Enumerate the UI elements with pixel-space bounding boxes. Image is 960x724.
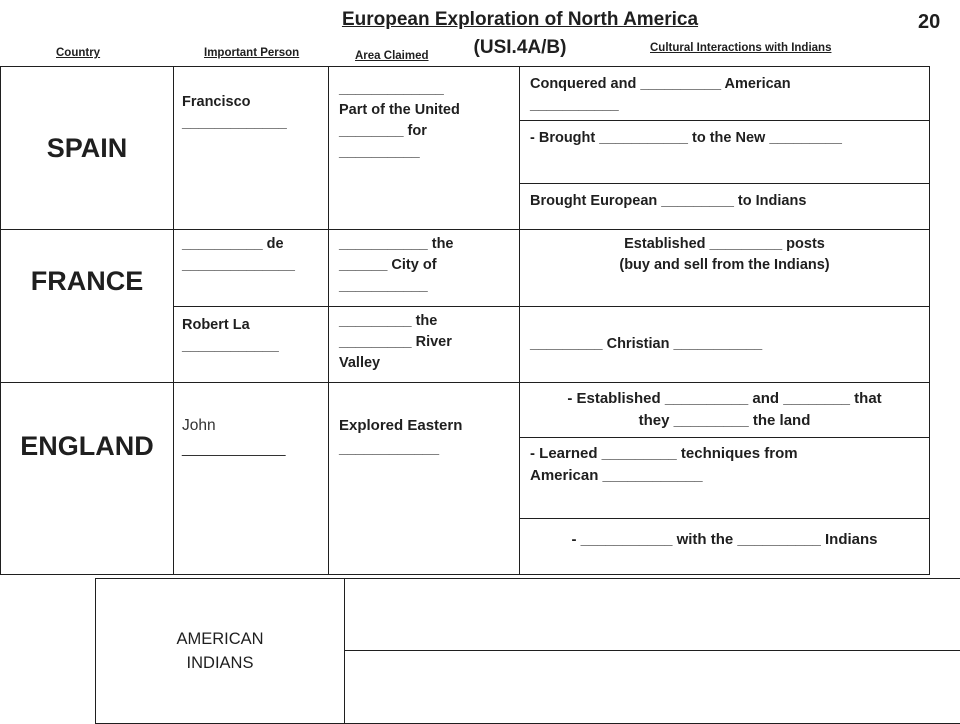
france-area-2-line2: _________ River <box>339 332 509 353</box>
american-indians-label-line2: INDIANS <box>96 651 344 675</box>
spain-cultural-1-line2: ___________ <box>530 95 919 116</box>
france-person-1-line1: __________ de <box>182 234 320 255</box>
england-area-cell <box>329 383 520 575</box>
england-person-line2: ____________ <box>182 437 320 460</box>
england-area-line2: ____________ <box>339 437 509 460</box>
worksheet-title: European Exploration of North America <box>0 9 960 31</box>
england-cultural-1-line2: they _________ the land <box>526 410 923 432</box>
header-important-person: Important Person <box>204 47 299 59</box>
spain-area-cell <box>329 67 520 230</box>
header-country: Country <box>56 47 100 59</box>
france-area-1-line1: ___________ the <box>339 234 509 255</box>
france-cultural-1-line1: Established _________ posts <box>530 234 919 255</box>
spain-cultural-3-text: Brought European _________ to Indians <box>530 191 919 212</box>
france-area-1-line3: ___________ <box>339 276 509 297</box>
france-area-1-line2: ______ City of <box>339 255 509 276</box>
spain-person-cell <box>174 67 329 230</box>
england-cultural-1-line1: - Established __________ and ________ that <box>526 388 923 410</box>
spain-area-line3: ________ for <box>339 121 509 142</box>
spain-cultural-1 <box>520 67 930 121</box>
spain-cultural-2-text: - Brought ___________ to the New _________ <box>530 128 919 149</box>
country-france: FRANCE <box>1 230 174 383</box>
spain-cultural-3 <box>520 184 930 230</box>
worksheet-subtitle: (USI.4A/B) <box>0 37 960 59</box>
american-indians-label-line1: AMERICAN <box>96 627 344 651</box>
american-indians-answer-2[interactable] <box>345 651 960 724</box>
american-indians-label <box>96 579 345 724</box>
france-cultural-2 <box>520 307 930 383</box>
england-cultural-3 <box>520 519 930 575</box>
american-indians-table <box>95 578 960 724</box>
france-person-2-cell <box>174 307 329 383</box>
france-area-1-cell <box>329 230 520 307</box>
england-person-line1: John <box>182 414 320 437</box>
england-cultural-2-line2: American ____________ <box>530 465 919 487</box>
france-person-2-line2: ____________ <box>182 336 320 357</box>
france-cultural-2-text: _________ Christian ___________ <box>530 334 919 355</box>
spain-area-line1: _____________ <box>339 79 509 100</box>
france-cultural-1 <box>520 230 930 307</box>
header-cultural-interactions: Cultural Interactions with Indians <box>650 42 831 54</box>
france-area-2-cell <box>329 307 520 383</box>
france-person-1-cell <box>174 230 329 307</box>
header-area-claimed: Area Claimed <box>355 50 429 62</box>
france-person-1-line2: ______________ <box>182 255 320 276</box>
england-person-cell <box>174 383 329 575</box>
france-person-2-line1: Robert La <box>182 315 320 336</box>
france-cultural-1-line2: (buy and sell from the Indians) <box>530 255 919 276</box>
england-cultural-2-line1: - Learned _________ techniques from <box>530 443 919 465</box>
spain-person-line2: _____________ <box>182 113 320 134</box>
spain-area-line4: __________ <box>339 142 509 163</box>
country-spain: SPAIN <box>1 67 174 230</box>
page-number: 20 <box>918 11 940 34</box>
england-cultural-2 <box>520 438 930 519</box>
exploration-table <box>0 66 930 575</box>
spain-cultural-2 <box>520 121 930 184</box>
spain-cultural-1-line1: Conquered and __________ American <box>530 74 919 95</box>
spain-area-line2: Part of the United <box>339 100 509 121</box>
france-area-2-line1: _________ the <box>339 311 509 332</box>
american-indians-answer-1[interactable] <box>345 579 960 651</box>
england-cultural-1 <box>520 383 930 438</box>
england-cultural-3-text: - ___________ with the __________ Indians <box>526 529 923 551</box>
spain-person-line1: Francisco <box>182 92 320 113</box>
france-area-2-line3: Valley <box>339 353 509 374</box>
country-england: ENGLAND <box>1 383 174 575</box>
england-area-line1: Explored Eastern <box>339 414 509 437</box>
